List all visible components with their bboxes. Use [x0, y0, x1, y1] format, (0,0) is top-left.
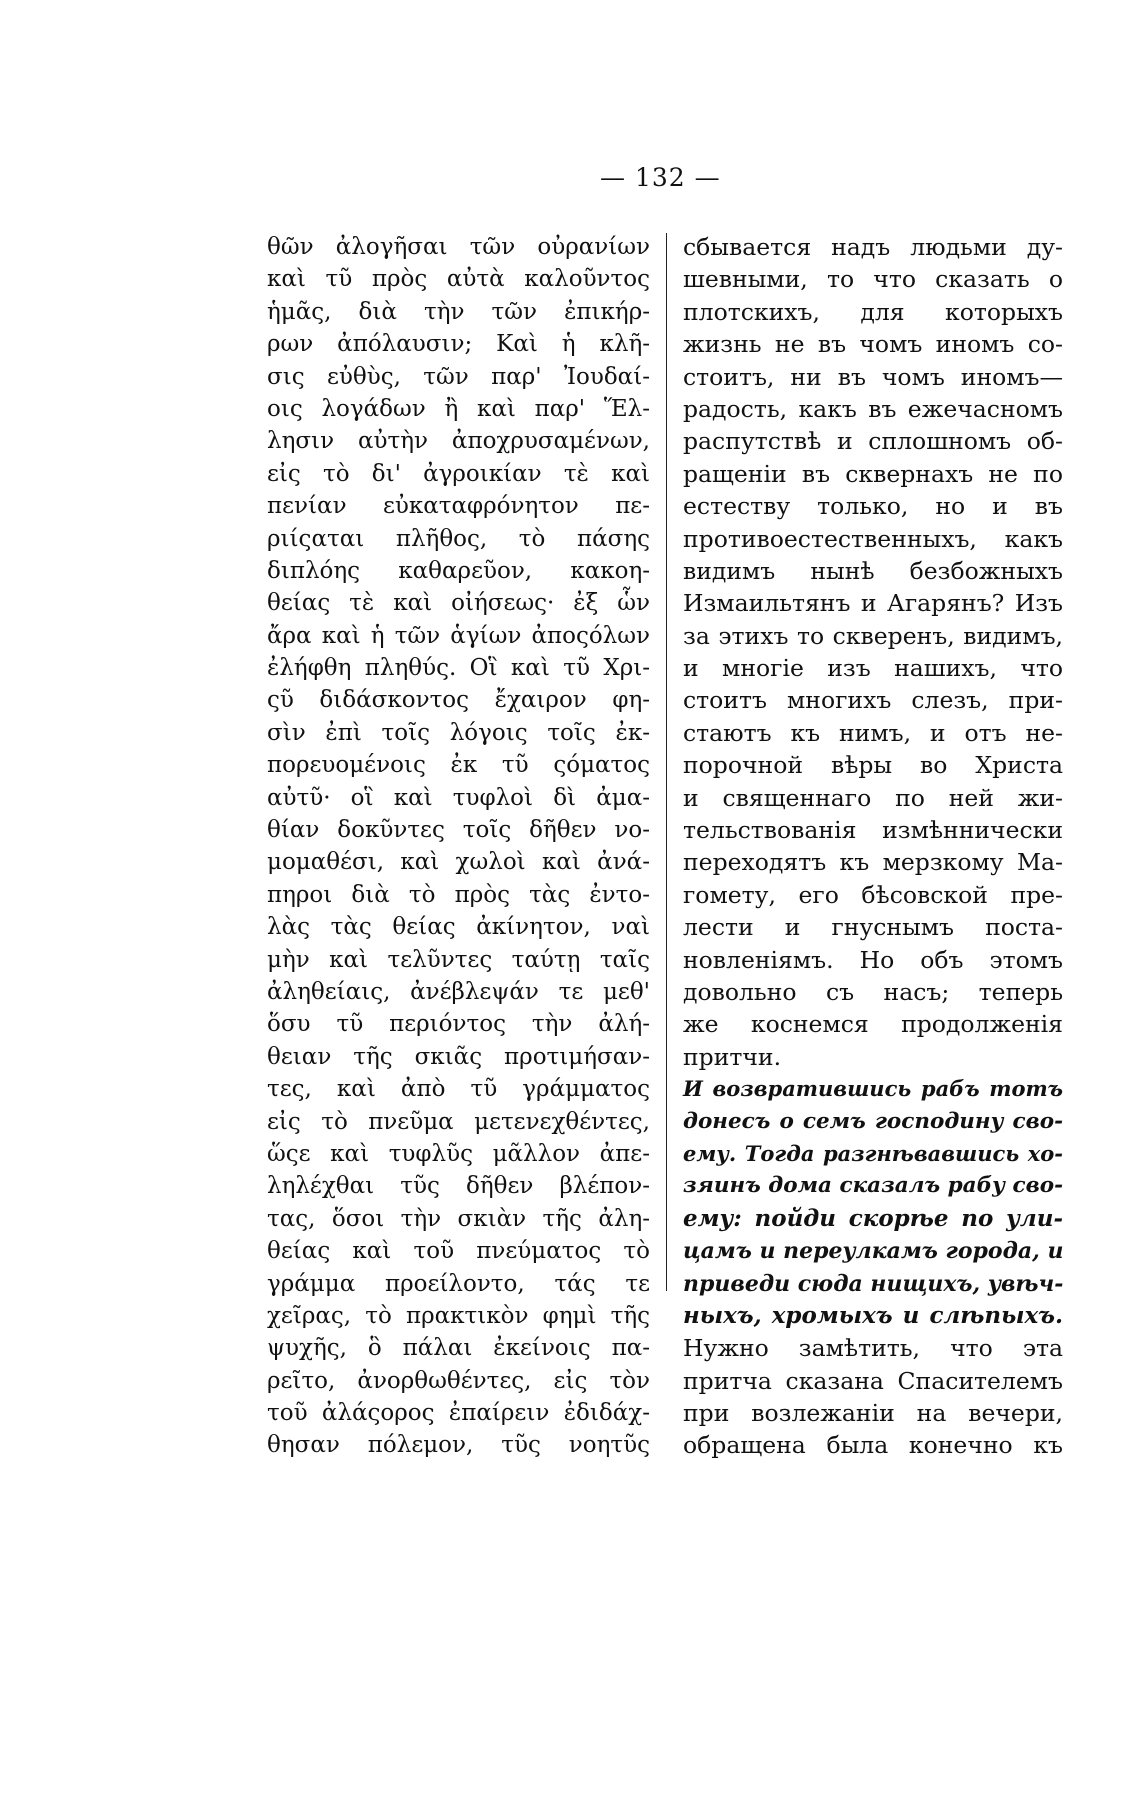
russian-line: шевными, то что сказать о — [683, 265, 1063, 294]
russian-line: Измаильтянъ и Агарянъ? Изъ — [683, 589, 1063, 618]
russian-line: за этихъ то скверенъ, видимъ, — [683, 621, 1063, 650]
greek-line: πενίαν εὐκαταφρόνητον πε- — [267, 493, 650, 520]
russian-line: плотскихъ, для которыхъ — [683, 297, 1063, 326]
russian-line: новленіямъ. Но объ этомъ — [683, 945, 1063, 974]
russian-line: тельствованія измѣннически — [683, 816, 1063, 845]
greek-line: χεῖρας, τὸ πρακτικὸν φημὶ τῆς — [267, 1302, 650, 1329]
russian-line: видимъ нынѣ безбожныхъ — [683, 556, 1063, 585]
greek-line: θίαν δοκῦντες τοῖς δῆθεν νο- — [267, 817, 650, 844]
russian-line: довольно съ насъ; теперь — [683, 977, 1063, 1006]
russian-line: притчи. — [683, 1042, 782, 1071]
russian-line: при возлежаніи на вечери, — [683, 1399, 1063, 1428]
greek-line: λησιν αὐτὴν ἀποχρυσαμένων, — [267, 428, 650, 455]
greek-line: τας, ὅσοι τὴν σκιὰν τῆς ἀλη- — [267, 1205, 650, 1232]
greek-text-column — [267, 231, 650, 1462]
greek-line: καὶ τῦ πρὸς αὐτὰ καλοῦντος — [267, 266, 650, 293]
greek-line: λὰς τὰς θείας ἀκίνητον, ναὶ — [267, 914, 650, 941]
greek-line: ἄρα καὶ ἡ τῶν ἁγίων ἀποςόλων — [267, 622, 650, 649]
greek-line: γράμμα προείλοντο, τάς τε — [267, 1270, 650, 1297]
greek-line: εἰς τὸ πνεῦμα μετενεχθέντες, — [267, 1108, 650, 1135]
greek-line: εἰς τὸ δι' ἀγροικίαν τὲ καὶ — [267, 460, 650, 487]
russian-line: ращеніи въ сквернахъ не по — [683, 459, 1063, 488]
russian-line: гомету, его бѣсовской пре- — [683, 880, 1063, 909]
greek-line: ἡμᾶς, διὰ τὴν τῶν ἐπικήρ- — [267, 298, 650, 325]
russian-line: распутствѣ и сплошномъ об- — [683, 427, 1063, 456]
russian-text-column — [683, 231, 1063, 1462]
greek-line: τοῦ ἀλάςορος ἐπαίρειν ἐδιδάχ- — [267, 1400, 650, 1427]
greek-line: ὅσυ τῦ περιόντος τὴν ἀλή- — [267, 1011, 650, 1038]
greek-line: σὶν ἐπὶ τοῖς λόγοις τοῖς ἐκ- — [267, 719, 650, 746]
scripture-quote-line: ему: пойди скорѣе по ули- — [683, 1204, 1063, 1232]
russian-line: радость, какъ въ ежечасномъ — [683, 394, 1063, 423]
greek-line: τες, καὶ ἀπὸ τῦ γράμματος — [267, 1076, 650, 1103]
scripture-quote-line: ему. Тогда разгнѣвавшись хо- — [683, 1140, 1063, 1166]
greek-line: θησαν πόλεμον, τῦς νοητῦς — [267, 1432, 650, 1459]
greek-line: ριίςαται πλῆθος, τὸ πάσης — [267, 525, 650, 552]
scripture-quote-line: приведи сюда нищихъ, увѣч- — [683, 1270, 1064, 1297]
scripture-quote-line: донесъ о семъ господину сво- — [683, 1108, 1063, 1134]
greek-line: ἀληθείαις, ἀνέβλεψάν τε μεθ' — [267, 978, 650, 1005]
page-number: — 132 — — [600, 163, 721, 192]
greek-line: μὴν καὶ τελῦντες ταύτῃ ταῖς — [267, 946, 650, 973]
russian-line: стоитъ многихъ слезъ, при- — [683, 686, 1063, 715]
russian-line: стоитъ, ни въ чомъ иномъ— — [683, 362, 1063, 391]
greek-line: ςῦ διδάσκοντος ἔχαιρον φη- — [267, 687, 650, 714]
russian-line: и многіе изъ нашихъ, что — [683, 654, 1063, 683]
russian-line: лести и гнуснымъ поста- — [683, 913, 1063, 942]
greek-line: θῶν ἀλογῆσαι τῶν οὐρανίων — [267, 234, 650, 260]
greek-line: θειαν τῆς σκιᾶς προτιμήσαν- — [267, 1043, 650, 1070]
russian-line: обращена была конечно къ — [683, 1431, 1063, 1460]
greek-line: σις εὐθὺς, τῶν παρ' Ἰουδαί- — [267, 363, 650, 390]
russian-line: порочной вѣры во Христа — [683, 751, 1063, 780]
greek-line: ληλέχθαι τῦς δῆθεν βλέπον- — [267, 1173, 650, 1200]
scripture-quote-line: зяинъ дома сказалъ рабу сво- — [683, 1173, 1063, 1199]
greek-line: μομαθέσι, καὶ χωλοὶ καὶ ἀνά- — [267, 849, 650, 876]
greek-line: πορευομένοις ἐκ τῦ ςόματος — [267, 752, 650, 779]
russian-line: сбывается надъ людьми ду- — [683, 233, 1063, 261]
greek-line: θείας τὲ καὶ οἰήσεως· ἐξ ὧν — [267, 590, 650, 617]
greek-line: ὥςε καὶ τυφλῦς μᾶλλον ἀπε- — [267, 1140, 650, 1167]
greek-line: ψυχῆς, ὃ πάλαι ἐκείνοις πα- — [267, 1335, 650, 1362]
greek-line: πηροι διὰ τὸ πρὸς τὰς ἐντο- — [267, 881, 650, 908]
russian-line: стаютъ къ нимъ, и отъ не- — [683, 718, 1063, 747]
russian-line: переходятъ къ мерзкому Ма- — [683, 848, 1063, 877]
greek-line: ρων ἀπόλαυσιν; Καὶ ἡ κλῆ- — [267, 331, 650, 358]
column-divider — [666, 233, 667, 1291]
greek-line: αὐτῦ· οἳ καὶ τυφλοὶ δὶ ἀμα- — [267, 784, 650, 811]
greek-line: ἐλήφθη πληθύς. Οἳ καὶ τῦ Χρι- — [267, 655, 650, 682]
russian-line: же коснемся продолженія — [683, 1010, 1063, 1039]
scripture-quote-line: ныхъ, хромыхъ и слѣпыхъ. — [683, 1301, 1063, 1329]
scripture-quote-line: И возвратившись рабъ тотъ — [683, 1076, 1063, 1102]
scripture-quote-line: цамъ и переулкамъ города, и — [683, 1238, 1064, 1265]
russian-line: противоестественныхъ, какъ — [683, 524, 1063, 553]
greek-line: οις λογάδων ἢ καὶ παρ' Ἕλ- — [267, 395, 650, 422]
greek-line: διπλόης καθαρεῦον, κακοη- — [267, 557, 650, 584]
greek-line: ρεῖτο, ἀνορθωθέντες, εἰς τὸν — [267, 1367, 650, 1394]
russian-line: жизнь не въ чомъ иномъ со- — [683, 330, 1063, 359]
russian-line: и священнаго по ней жи- — [683, 783, 1063, 812]
greek-line: θείας καὶ τοῦ πνεύματος τὸ — [267, 1238, 650, 1265]
russian-line: притча сказана Спасителемъ — [683, 1366, 1063, 1395]
russian-line: естеству только, но и въ — [683, 492, 1063, 521]
russian-line: Нужно замѣтить, что эта — [683, 1334, 1063, 1363]
